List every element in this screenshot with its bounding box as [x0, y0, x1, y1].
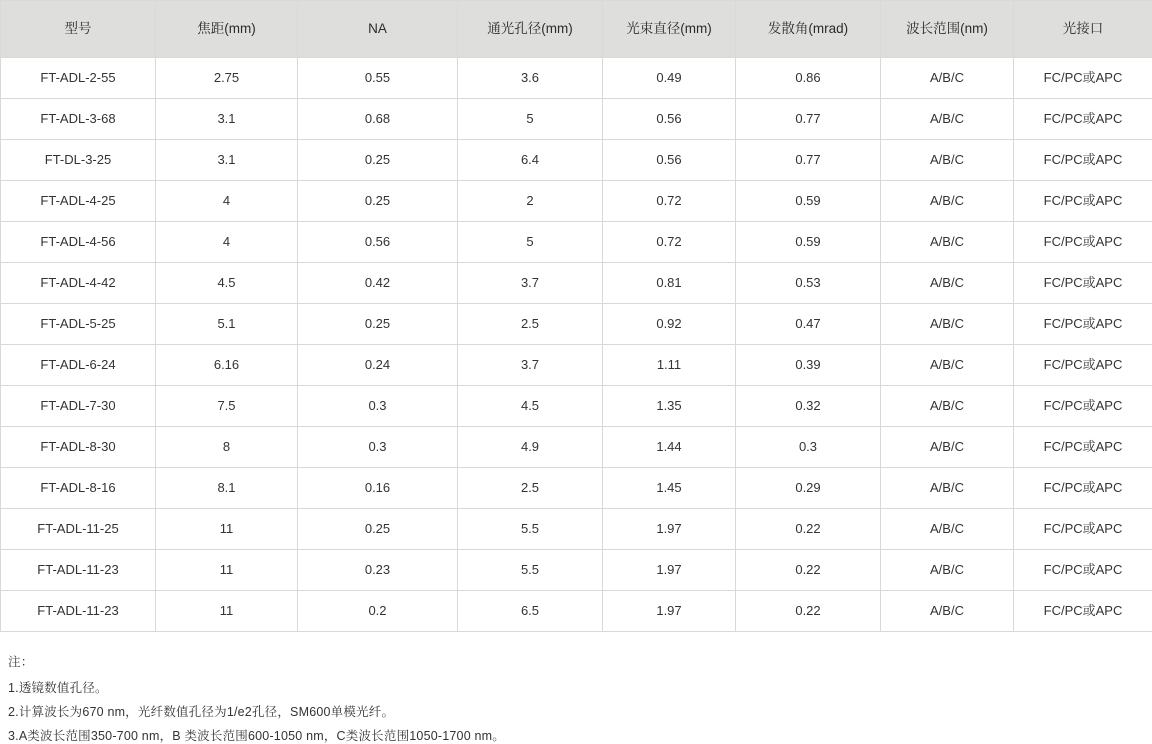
- table-header: [1, 1, 1152, 58]
- cell-na: 0.3: [298, 427, 458, 468]
- cell-focal-length: 8.1: [156, 468, 298, 509]
- column-header-wavelength-range: 波长范围(nm): [881, 1, 1014, 58]
- cell-optical-interface: FC/PC或APC: [1014, 58, 1152, 99]
- table-row: [1, 591, 1152, 632]
- cell-focal-length: 7.5: [156, 386, 298, 427]
- cell-wavelength-range: A/B/C: [881, 58, 1014, 99]
- cell-wavelength-range: A/B/C: [881, 509, 1014, 550]
- table-row: [1, 345, 1152, 386]
- cell-focal-length: 5.1: [156, 304, 298, 345]
- cell-na: 0.25: [298, 304, 458, 345]
- cell-focal-length: 11: [156, 591, 298, 632]
- cell-clear-aperture: 3.7: [458, 345, 603, 386]
- cell-model: FT-ADL-8-30: [1, 427, 156, 468]
- cell-model: FT-ADL-6-24: [1, 345, 156, 386]
- cell-divergence: 0.39: [736, 345, 881, 386]
- cell-model: FT-ADL-11-23: [1, 550, 156, 591]
- cell-beam-diameter: 0.92: [603, 304, 736, 345]
- cell-beam-diameter: 1.44: [603, 427, 736, 468]
- cell-divergence: 0.77: [736, 140, 881, 181]
- cell-clear-aperture: 6.5: [458, 591, 603, 632]
- cell-beam-diameter: 0.72: [603, 222, 736, 263]
- cell-wavelength-range: A/B/C: [881, 181, 1014, 222]
- cell-divergence: 0.22: [736, 550, 881, 591]
- cell-clear-aperture: 4.5: [458, 386, 603, 427]
- cell-wavelength-range: A/B/C: [881, 386, 1014, 427]
- table-body: [1, 58, 1152, 632]
- cell-optical-interface: FC/PC或APC: [1014, 304, 1152, 345]
- cell-optical-interface: FC/PC或APC: [1014, 263, 1152, 304]
- cell-focal-length: 8: [156, 427, 298, 468]
- cell-beam-diameter: 0.56: [603, 99, 736, 140]
- cell-model: FT-ADL-4-56: [1, 222, 156, 263]
- cell-beam-diameter: 0.56: [603, 140, 736, 181]
- cell-na: 0.42: [298, 263, 458, 304]
- cell-optical-interface: FC/PC或APC: [1014, 386, 1152, 427]
- cell-wavelength-range: A/B/C: [881, 140, 1014, 181]
- cell-divergence: 0.59: [736, 181, 881, 222]
- cell-beam-diameter: 1.35: [603, 386, 736, 427]
- cell-na: 0.2: [298, 591, 458, 632]
- cell-wavelength-range: A/B/C: [881, 222, 1014, 263]
- table-row: [1, 427, 1152, 468]
- cell-clear-aperture: 2.5: [458, 304, 603, 345]
- cell-model: FT-DL-3-25: [1, 140, 156, 181]
- cell-na: 0.25: [298, 181, 458, 222]
- cell-beam-diameter: 1.97: [603, 509, 736, 550]
- cell-wavelength-range: A/B/C: [881, 427, 1014, 468]
- cell-optical-interface: FC/PC或APC: [1014, 427, 1152, 468]
- cell-clear-aperture: 4.9: [458, 427, 603, 468]
- cell-na: 0.68: [298, 99, 458, 140]
- cell-na: 0.25: [298, 140, 458, 181]
- cell-model: FT-ADL-11-23: [1, 591, 156, 632]
- cell-model: FT-ADL-11-25: [1, 509, 156, 550]
- cell-optical-interface: FC/PC或APC: [1014, 140, 1152, 181]
- cell-wavelength-range: A/B/C: [881, 591, 1014, 632]
- table-header-row: [1, 1, 1152, 58]
- table-row: [1, 550, 1152, 591]
- cell-optical-interface: FC/PC或APC: [1014, 99, 1152, 140]
- column-header-na: NA: [298, 1, 458, 58]
- cell-beam-diameter: 0.72: [603, 181, 736, 222]
- column-header-focal-length: 焦距(mm): [156, 1, 298, 58]
- cell-model: FT-ADL-2-55: [1, 58, 156, 99]
- cell-model: FT-ADL-5-25: [1, 304, 156, 345]
- cell-wavelength-range: A/B/C: [881, 99, 1014, 140]
- cell-divergence: 0.3: [736, 427, 881, 468]
- cell-clear-aperture: 3.7: [458, 263, 603, 304]
- cell-focal-length: 2.75: [156, 58, 298, 99]
- table-row: [1, 140, 1152, 181]
- cell-focal-length: 6.16: [156, 345, 298, 386]
- cell-divergence: 0.47: [736, 304, 881, 345]
- cell-wavelength-range: A/B/C: [881, 304, 1014, 345]
- cell-optical-interface: FC/PC或APC: [1014, 345, 1152, 386]
- cell-optical-interface: FC/PC或APC: [1014, 181, 1152, 222]
- cell-beam-diameter: 0.49: [603, 58, 736, 99]
- cell-focal-length: 11: [156, 509, 298, 550]
- cell-optical-interface: FC/PC或APC: [1014, 509, 1152, 550]
- cell-na: 0.23: [298, 550, 458, 591]
- table-row: [1, 99, 1152, 140]
- cell-divergence: 0.29: [736, 468, 881, 509]
- cell-focal-length: 4: [156, 181, 298, 222]
- column-header-optical-interface: 光接口: [1014, 1, 1152, 58]
- cell-clear-aperture: 2.5: [458, 468, 603, 509]
- table-row: [1, 181, 1152, 222]
- cell-focal-length: 3.1: [156, 140, 298, 181]
- cell-beam-diameter: 1.97: [603, 550, 736, 591]
- cell-clear-aperture: 5: [458, 99, 603, 140]
- cell-na: 0.25: [298, 509, 458, 550]
- cell-wavelength-range: A/B/C: [881, 550, 1014, 591]
- column-header-model: 型号: [1, 1, 156, 58]
- cell-clear-aperture: 6.4: [458, 140, 603, 181]
- note-item-1: 1.透镜数值孔径。: [8, 682, 1152, 695]
- cell-clear-aperture: 2: [458, 181, 603, 222]
- cell-optical-interface: FC/PC或APC: [1014, 222, 1152, 263]
- cell-na: 0.55: [298, 58, 458, 99]
- cell-beam-diameter: 1.45: [603, 468, 736, 509]
- cell-focal-length: 4: [156, 222, 298, 263]
- cell-model: FT-ADL-4-42: [1, 263, 156, 304]
- cell-focal-length: 4.5: [156, 263, 298, 304]
- cell-divergence: 0.22: [736, 591, 881, 632]
- cell-na: 0.56: [298, 222, 458, 263]
- cell-clear-aperture: 5.5: [458, 550, 603, 591]
- cell-beam-diameter: 0.81: [603, 263, 736, 304]
- cell-wavelength-range: A/B/C: [881, 263, 1014, 304]
- table-row: [1, 468, 1152, 509]
- cell-model: FT-ADL-7-30: [1, 386, 156, 427]
- cell-focal-length: 3.1: [156, 99, 298, 140]
- table-row: [1, 58, 1152, 99]
- table-row: [1, 263, 1152, 304]
- note-item-3: 3.A类波长范围350-700 nm，B 类波长范围600-1050 nm，C类波长范围1050-1700 nm。: [8, 730, 1152, 743]
- cell-beam-diameter: 1.97: [603, 591, 736, 632]
- cell-na: 0.16: [298, 468, 458, 509]
- cell-divergence: 0.86: [736, 58, 881, 99]
- cell-model: FT-ADL-4-25: [1, 181, 156, 222]
- cell-na: 0.24: [298, 345, 458, 386]
- cell-clear-aperture: 5.5: [458, 509, 603, 550]
- column-header-divergence: 发散角(mrad): [736, 1, 881, 58]
- table-row: [1, 222, 1152, 263]
- cell-optical-interface: FC/PC或APC: [1014, 468, 1152, 509]
- cell-model: FT-ADL-3-68: [1, 99, 156, 140]
- cell-wavelength-range: A/B/C: [881, 468, 1014, 509]
- cell-optical-interface: FC/PC或APC: [1014, 550, 1152, 591]
- column-header-clear-aperture: 通光孔径(mm): [458, 1, 603, 58]
- cell-beam-diameter: 1.11: [603, 345, 736, 386]
- table-row: [1, 386, 1152, 427]
- cell-clear-aperture: 3.6: [458, 58, 603, 99]
- note-item-2: 2.计算波长为670 nm，光纤数值孔径为1/e2孔径，SM600单模光纤。: [8, 706, 1152, 719]
- cell-divergence: 0.53: [736, 263, 881, 304]
- column-header-beam-diameter: 光束直径(mm): [603, 1, 736, 58]
- cell-model: FT-ADL-8-16: [1, 468, 156, 509]
- cell-divergence: 0.59: [736, 222, 881, 263]
- cell-divergence: 0.22: [736, 509, 881, 550]
- table-row: [1, 304, 1152, 345]
- cell-optical-interface: FC/PC或APC: [1014, 591, 1152, 632]
- cell-clear-aperture: 5: [458, 222, 603, 263]
- cell-divergence: 0.77: [736, 99, 881, 140]
- cell-focal-length: 11: [156, 550, 298, 591]
- cell-wavelength-range: A/B/C: [881, 345, 1014, 386]
- table-row: [1, 509, 1152, 550]
- notes-section: [0, 656, 1152, 744]
- cell-na: 0.3: [298, 386, 458, 427]
- notes-title: 注：: [8, 656, 1152, 669]
- cell-divergence: 0.32: [736, 386, 881, 427]
